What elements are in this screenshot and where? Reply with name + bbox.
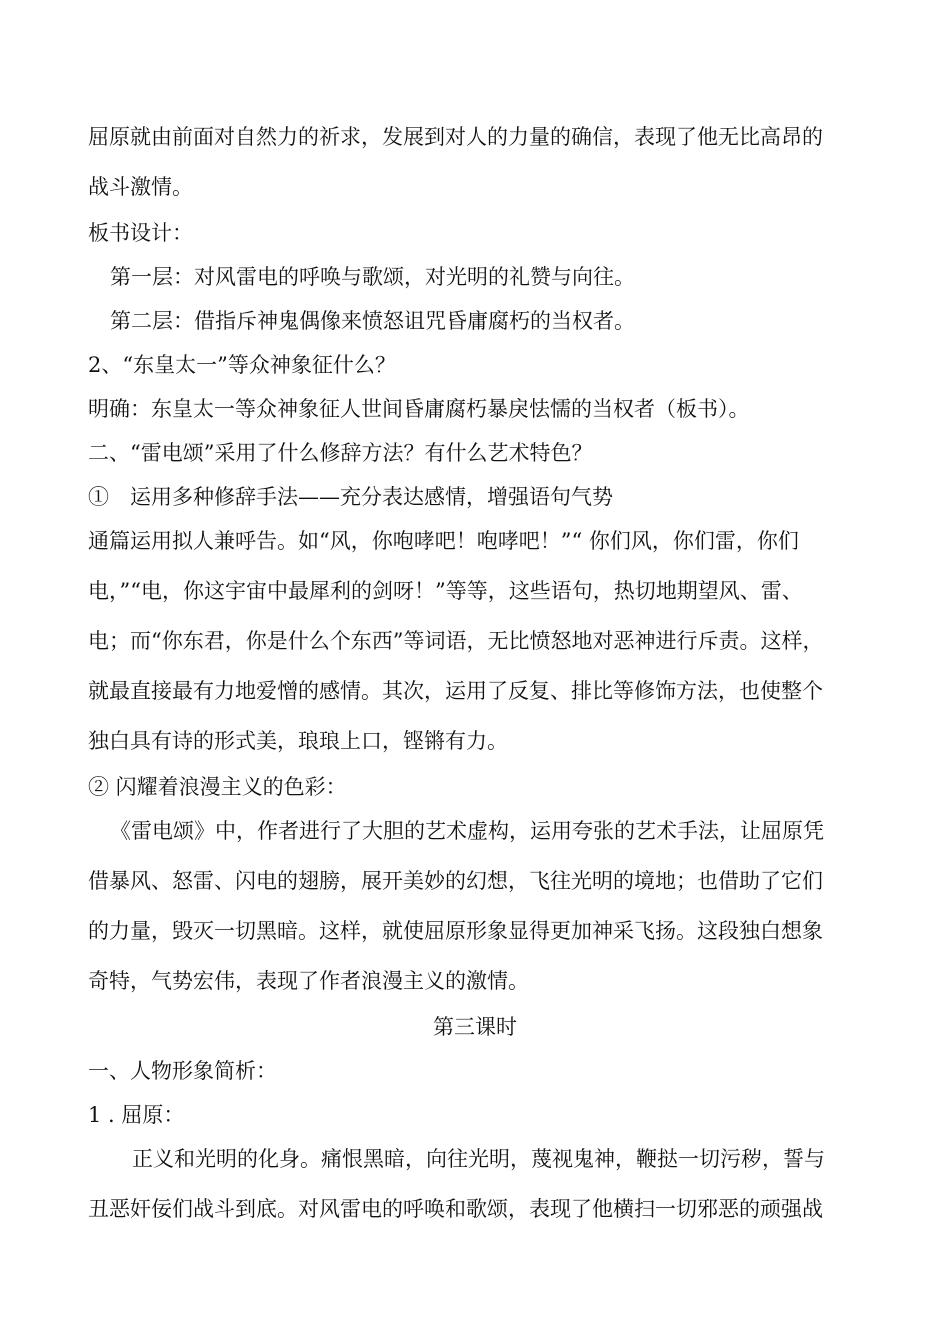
section-heading: 一、人物形象简析： — [88, 1059, 277, 1083]
lesson-title: 第三课时 — [433, 1015, 517, 1039]
paragraph-line: 丑恶奸佞们战斗到底。对风雷电的呼唤和歌颂，表现了他横扫一切邪恶的顽强战 — [88, 1197, 823, 1221]
section-heading: 二、“雷电颂”采用了什么修辞方法？有什么艺术特色？ — [88, 441, 593, 465]
paragraph-line: 电；而“你东君，你是什么个东西”等词语，无比愤怒地对恶神进行斥责。这样， — [88, 629, 824, 653]
point-heading: ① 运用多种修辞手法——充分表达感情，增强语句气势 — [88, 485, 613, 509]
subsection-heading: 1 . 屈原： — [88, 1103, 185, 1127]
paragraph-line: 通篇运用拟人兼呼告。如“风，你咆哮吧！咆哮吧！”“ 你们风，你们雷，你们 — [88, 529, 799, 553]
section-label: 板书设计： — [88, 221, 193, 245]
paragraph-line: 战斗激情。 — [88, 175, 193, 199]
outline-item-layer1: 第一层：对风雷电的呼唤与歌颂，对光明的礼赞与向往。 — [110, 265, 635, 289]
question-heading: 2、“东皇太一”等众神象征什么？ — [88, 353, 396, 377]
paragraph-line: 的力量，毁灭一切黑暗。这样，就使屈原形象显得更加神采飞扬。这段独白想象 — [88, 919, 823, 943]
paragraph-line: 《雷电颂》中，作者进行了大胆的艺术虚构，运用夸张的艺术手法，让屈原凭 — [110, 819, 824, 843]
answer-line: 明确：东皇太一等众神象征人世间昏庸腐朽暴戾怯懦的当权者（板书）。 — [88, 397, 750, 421]
point-heading: ② 闪耀着浪漫主义的色彩： — [88, 775, 347, 799]
paragraph-line: 屈原就由前面对自然力的祈求，发展到对人的力量的确信，表现了他无比高昂的 — [88, 125, 823, 149]
paragraph-line: 奇特，气势宏伟，表现了作者浪漫主义的激情。 — [88, 969, 529, 993]
outline-item-layer2: 第二层：借指斥神鬼偶像来愤怒诅咒昏庸腐朽的当权者。 — [110, 309, 635, 333]
paragraph-line: 正义和光明的化身。痛恨黑暗，向往光明，蔑视鬼神，鞭挞一切污秽，誓与 — [132, 1147, 825, 1171]
paragraph-line: 借暴风、怒雷、闪电的翅膀，展开美妙的幻想，飞往光明的境地；也借助了它们 — [88, 869, 823, 893]
paragraph-line: 电，”“电，你这宇宙中最犀利的剑呀！”等等，这些语句，热切地期望风、雷、 — [88, 579, 803, 603]
paragraph-line: 就最直接最有力地爱憎的感情。其次，运用了反复、排比等修饰方法，也使整个 — [88, 679, 823, 703]
paragraph-line: 独白具有诗的形式美，琅琅上口，铿锵有力。 — [88, 729, 508, 753]
